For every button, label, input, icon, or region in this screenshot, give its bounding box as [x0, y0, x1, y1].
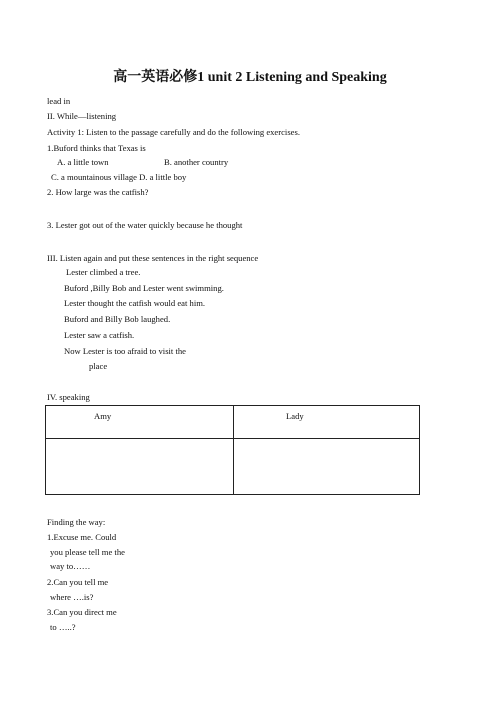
- sequence-item: Lester climbed a tree.: [66, 267, 141, 277]
- sequence-item: place: [89, 361, 108, 371]
- question-1: 1.Buford thinks that Texas is: [47, 143, 146, 153]
- section2-heading: II. While—listening: [47, 111, 117, 121]
- question-2: 2. How large was the catfish?: [47, 187, 149, 197]
- activity-instruction: Activity 1: Listen to the passage carefully and do the following exercises.: [47, 127, 300, 137]
- sequence-item: Buford and Billy Bob laughed.: [64, 314, 171, 324]
- speaking-table: [45, 405, 420, 495]
- finding-way-line: 2.Can you tell me: [47, 577, 109, 587]
- page-title: 高一英语必修1 unit 2 Listening and Speaking: [113, 70, 387, 85]
- table-divider-horizontal: [46, 438, 419, 439]
- sequence-item: Now Lester is too afraid to visit the: [64, 346, 186, 356]
- finding-way-line: where ….is?: [50, 592, 94, 602]
- question-1-options-cd: C. a mountainous village D. a little boy: [51, 172, 187, 182]
- section3-heading: III. Listen again and put these sentences in the right sequence: [47, 253, 259, 263]
- table-header-amy: Amy: [94, 411, 112, 421]
- sequence-item: Lester saw a catfish.: [64, 330, 135, 340]
- table-header-lady: Lady: [286, 411, 304, 421]
- section4-heading: IV. speaking: [47, 392, 90, 402]
- finding-way-line: way to……: [50, 561, 91, 571]
- finding-way-line: 1.Excuse me. Could: [47, 532, 117, 542]
- table-divider-vertical: [233, 406, 234, 494]
- sequence-item: Lester thought the catfish would eat him.: [64, 298, 206, 308]
- finding-way-line: you please tell me the: [50, 547, 125, 557]
- lead-in-label: lead in: [47, 96, 71, 106]
- finding-way-heading: Finding the way:: [47, 517, 106, 527]
- question-1-option-b: B. another country: [164, 157, 229, 167]
- question-3: 3. Lester got out of the water quickly because he thought: [47, 220, 243, 230]
- finding-way-line: 3.Can you direct me: [47, 607, 117, 617]
- question-1-option-a: A. a little town: [57, 157, 109, 167]
- sequence-item: Buford ,Billy Bob and Lester went swimming.: [64, 283, 224, 293]
- finding-way-line: to …..?: [50, 622, 76, 632]
